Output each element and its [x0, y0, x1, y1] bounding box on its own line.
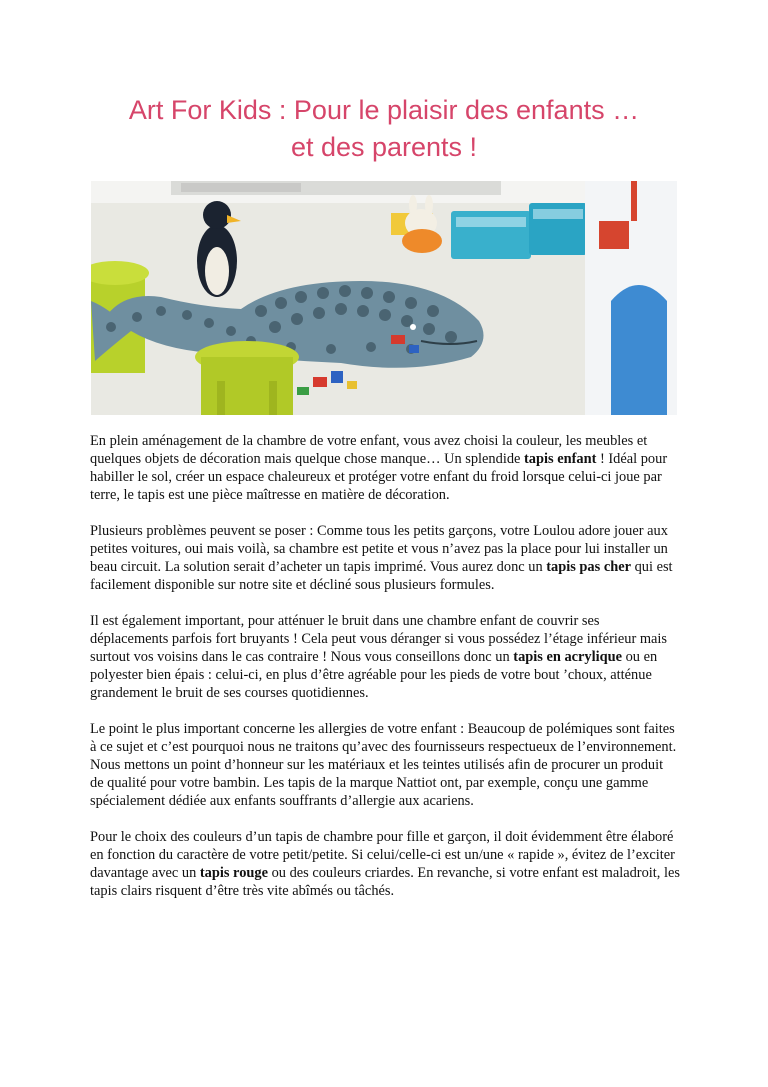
- paragraph-text: En plein aménagement de la chambre de votre enfant, vous avez choisi la couleur, les meubles et quelques objets de décoration mais quelque chose manque… Un splendide: [90, 433, 648, 467]
- paragraph-text: Le point le plus important concerne les allergies de votre enfant : Beaucoup de polémiques sont faites à ce sujet et c’est pourquoi nous ne traitons qu’avec des fournisseurs respectueux de l’environnement. Nous mettons un point d’honneur sur les matériaux et les teintes utilisés afin de procurer un produit de qualité pour votre bambin. Les tapis de la marque Nattiot ont, par exemple, conçu une gamme spécialement dédiée aux enfants souffrants d’allergie aux acariens.: [90, 721, 677, 809]
- keyword-tapis-enfant: tapis enfant: [524, 451, 597, 467]
- title-line-2: et des parents !: [290, 132, 478, 162]
- paragraph-1: [90, 432, 680, 504]
- paragraph-text: Il est également important, pour atténuer le bruit dans une chambre enfant de couvrir ses déplacements parfois fort bruyants ! Cela peut vous déranger si vous possédez l’étage inférieur mais surtout vos voisins dans le cas contraire ! Nous vous conseillons donc un: [90, 613, 668, 665]
- keyword-tapis-acrylique: tapis en acrylique: [513, 649, 623, 665]
- whale-rug-illustration: [91, 181, 677, 415]
- title-line-1: Art For Kids : Pour le plaisir des enfants …: [128, 95, 640, 125]
- paragraph-text: ! Idéal pour habiller le sol, créer un espace chaleureux et protéger votre enfant du froid lorsque celui-ci joue par terre, le tapis est une pièce maîtresse en matière de décoration.: [90, 451, 668, 503]
- paragraph-2: [90, 522, 680, 594]
- keyword-tapis-rouge: tapis rouge: [199, 865, 268, 881]
- paragraph-text: Plusieurs problèmes peuvent se poser : Comme tous les petits garçons, votre Loulou adore jouer aux petites voitures, oui mais voilà, sa chambre est petite et vous n’avez pas la place pour lui installer un beau circuit. La solution serait d’acheter un tapis imprimé. Vous aurez donc un: [90, 523, 668, 575]
- article-body: [90, 432, 680, 918]
- page-title: [60, 92, 708, 166]
- paragraph-text: ou des couleurs criardes. En revanche, si votre enfant est maladroit, les tapis clairs risquent d’être très vite abîmés ou tâchés.: [90, 865, 680, 899]
- paragraph-text: ou en polyester bien épais : celui-ci, en plus d’être agréable pour les pieds de votre bout ’choux, atténue grandement le bruit de ses courses quotidiennes.: [90, 649, 658, 701]
- paragraph-text: Pour le choix des couleurs d’un tapis de chambre pour fille et garçon, il doit évidemment être élaboré en fonction du caractère de votre petit/petite. Si celui/celle-ci est un/une « rapide », évitez de l’exciter davantage avec un: [90, 829, 675, 881]
- paragraph-3: [90, 612, 680, 702]
- keyword-tapis-pas-cher: tapis pas cher: [546, 559, 631, 575]
- paragraph-text: qui est facilement disponible sur notre site et décliné sous plusieurs formules.: [90, 559, 673, 593]
- paragraph-4: [90, 720, 680, 810]
- paragraph-5: [90, 828, 680, 900]
- room-photo: [91, 181, 677, 415]
